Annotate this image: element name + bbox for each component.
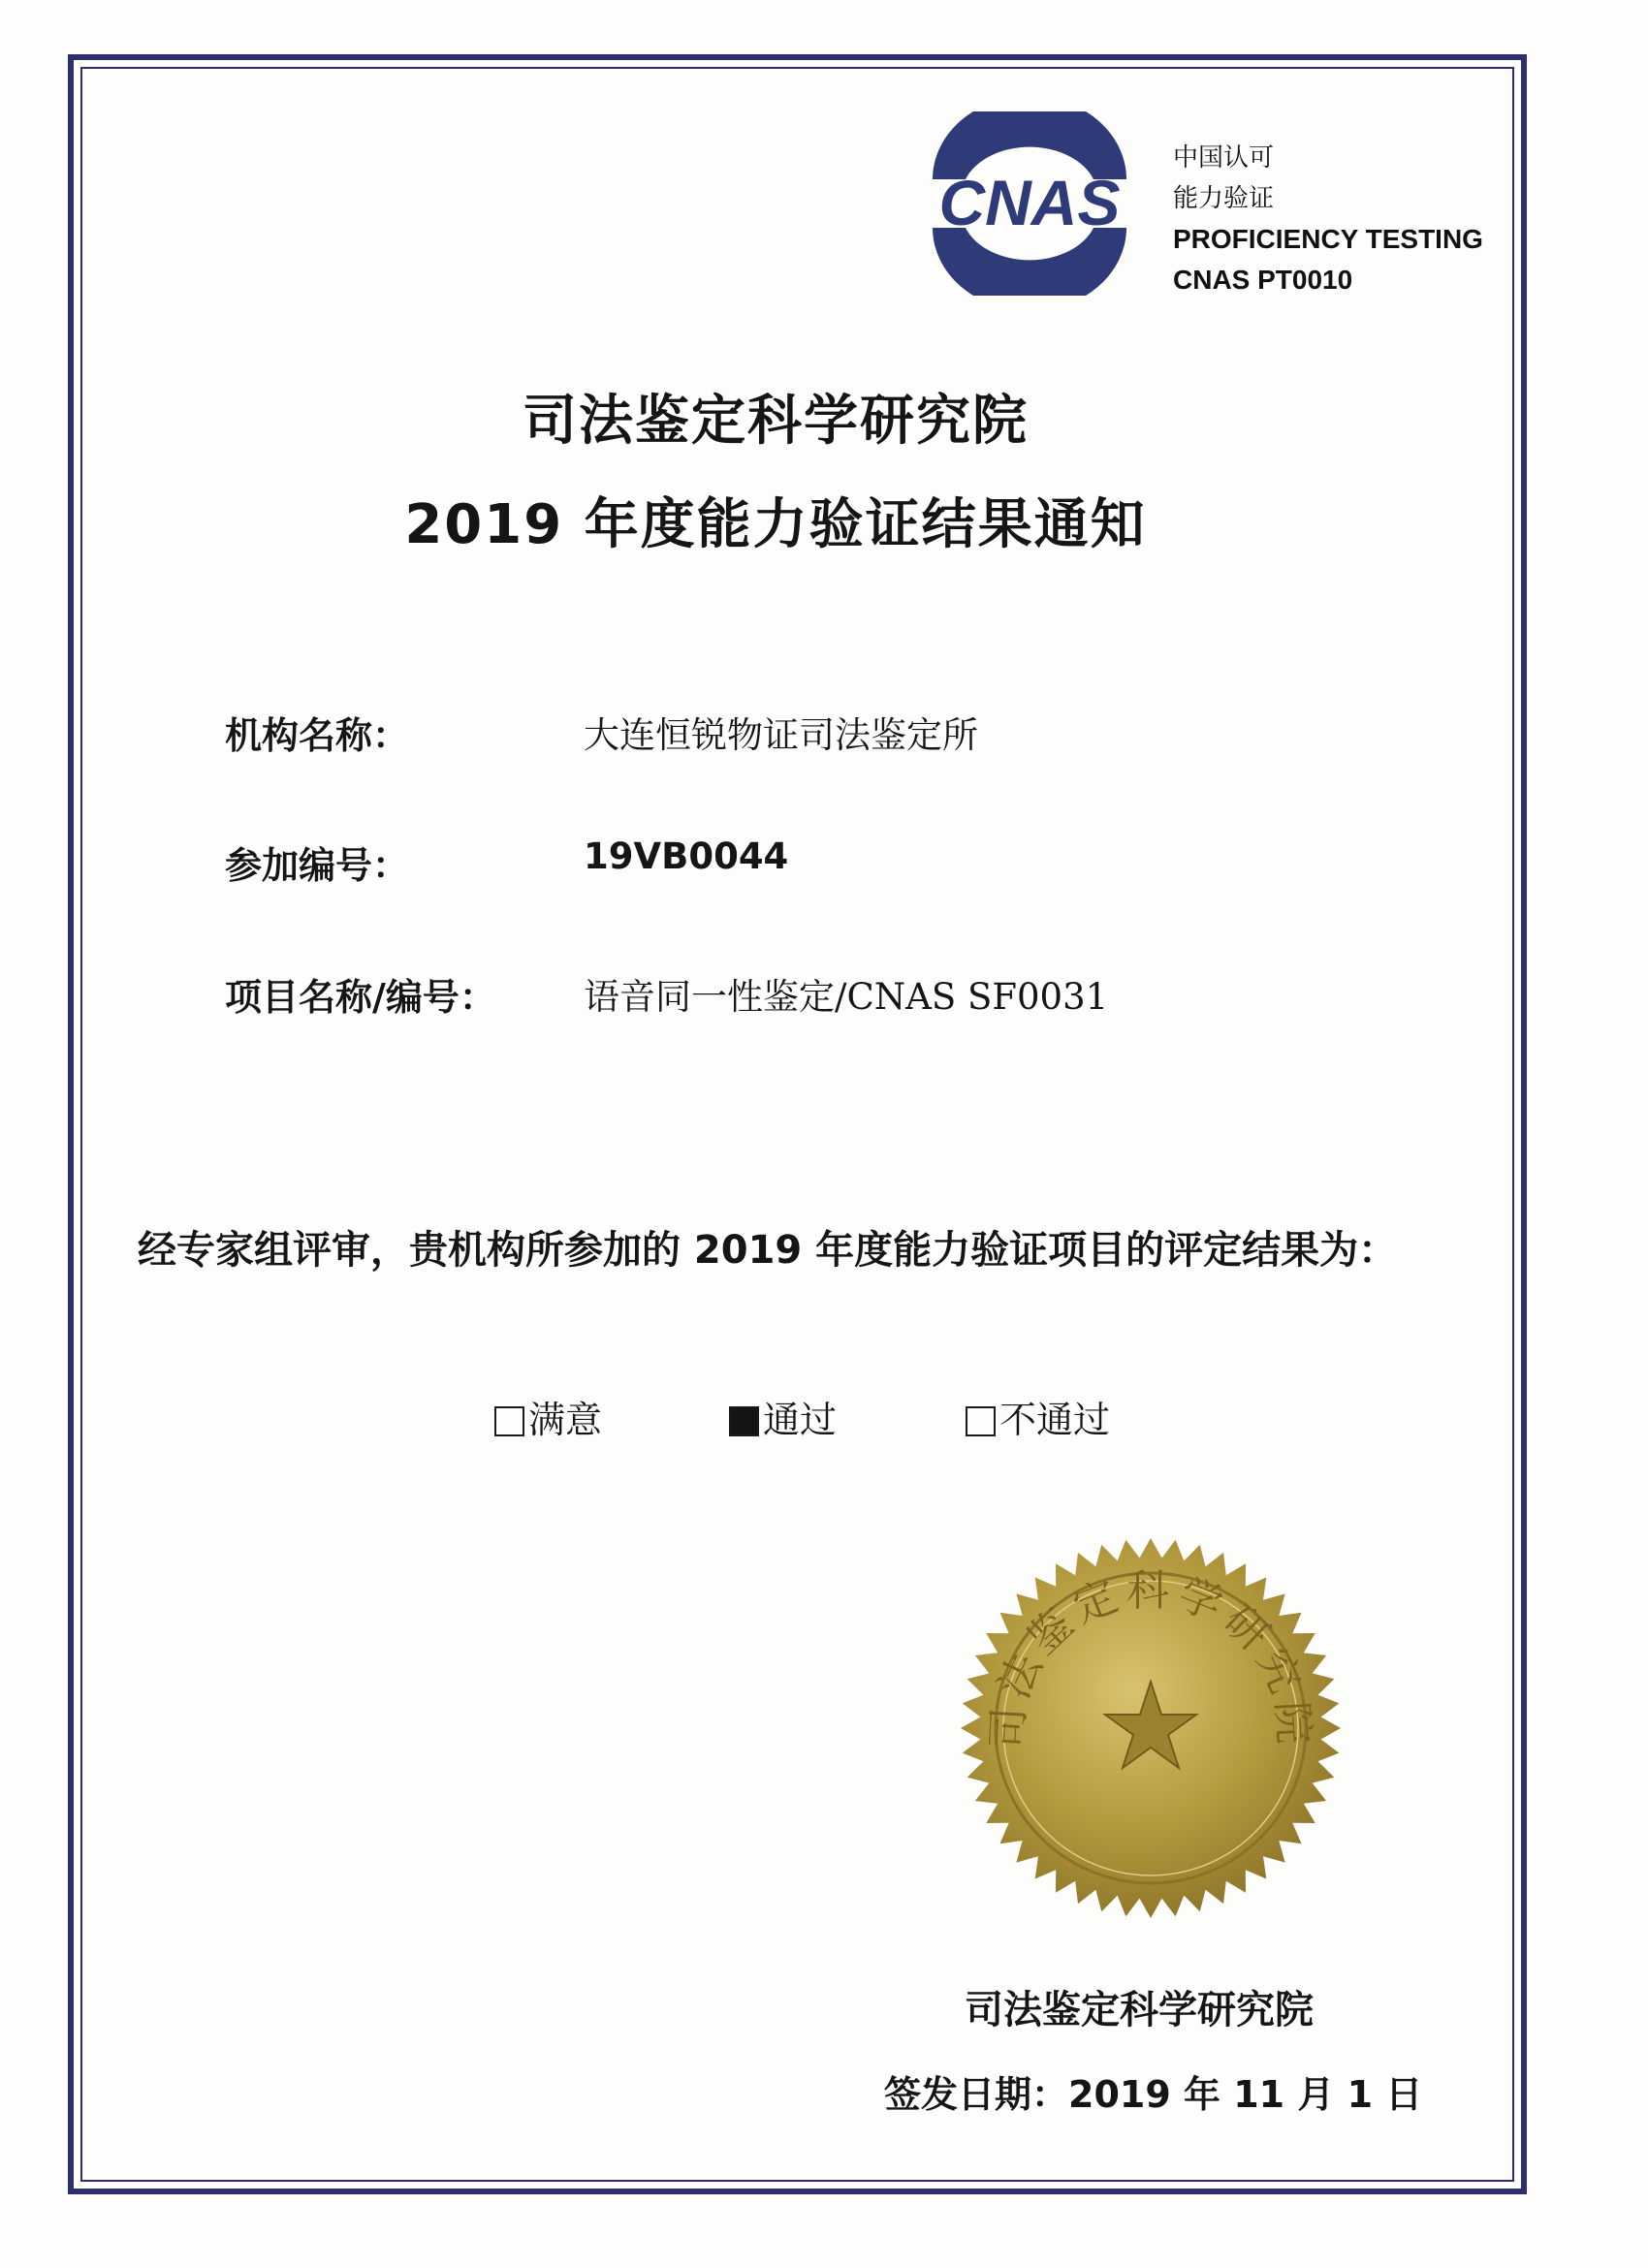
checkbox-checked-icon [729, 1406, 759, 1436]
result-option-satisfactory [494, 1390, 602, 1443]
field-value-institution: 大连恒锐物证司法鉴定所 [584, 714, 978, 756]
issuer-name: 司法鉴定科学研究院 [965, 1988, 1314, 2032]
issue-date [884, 2064, 1422, 2118]
result-label: 通过 [763, 1399, 838, 1441]
cnas-logo-caption [1173, 138, 1483, 300]
title-line-2: 2019 年度能力验证结果通知 [404, 493, 1147, 556]
evaluation-statement: 经专家组评审，贵机构所参加的 2019 年度能力验证项目的评定结果为： [138, 1228, 1398, 1273]
checkbox-empty-icon [494, 1406, 524, 1436]
logo-line-4: CNAS PT0010 [1173, 265, 1353, 295]
issue-date-label: 签发日期： [884, 2073, 1069, 2116]
field-label-participant-number: 参加编号： [225, 844, 410, 887]
title-line-1: 司法鉴定科学研究院 [523, 390, 1029, 453]
field-label-project: 项目名称/编号： [225, 976, 496, 1019]
result-option-fail [966, 1390, 1110, 1443]
logo-line-1: 中国认可 [1173, 143, 1275, 173]
result-option-pass [729, 1390, 837, 1443]
gold-seal [957, 1534, 1345, 1922]
field-value-participant-number: 19VB0044 [584, 835, 789, 877]
seal-text: 司法鉴定科学研究院 [982, 1566, 1319, 1751]
logo-line-3: PROFICIENCY TESTING [1173, 224, 1483, 254]
logo-line-2: 能力验证 [1173, 184, 1275, 213]
result-label: 满意 [528, 1399, 603, 1441]
svg-text:CNAS: CNAS [938, 167, 1121, 238]
issue-date-value: 2019 年 11 月 1 日 [1068, 2073, 1423, 2116]
field-value-project: 语音同一性鉴定/CNAS SF0031 [584, 976, 1109, 1018]
cnas-logo [919, 111, 1140, 296]
result-label: 不通过 [999, 1399, 1111, 1441]
field-label-institution: 机构名称： [225, 714, 410, 757]
checkbox-empty-icon [966, 1406, 996, 1436]
